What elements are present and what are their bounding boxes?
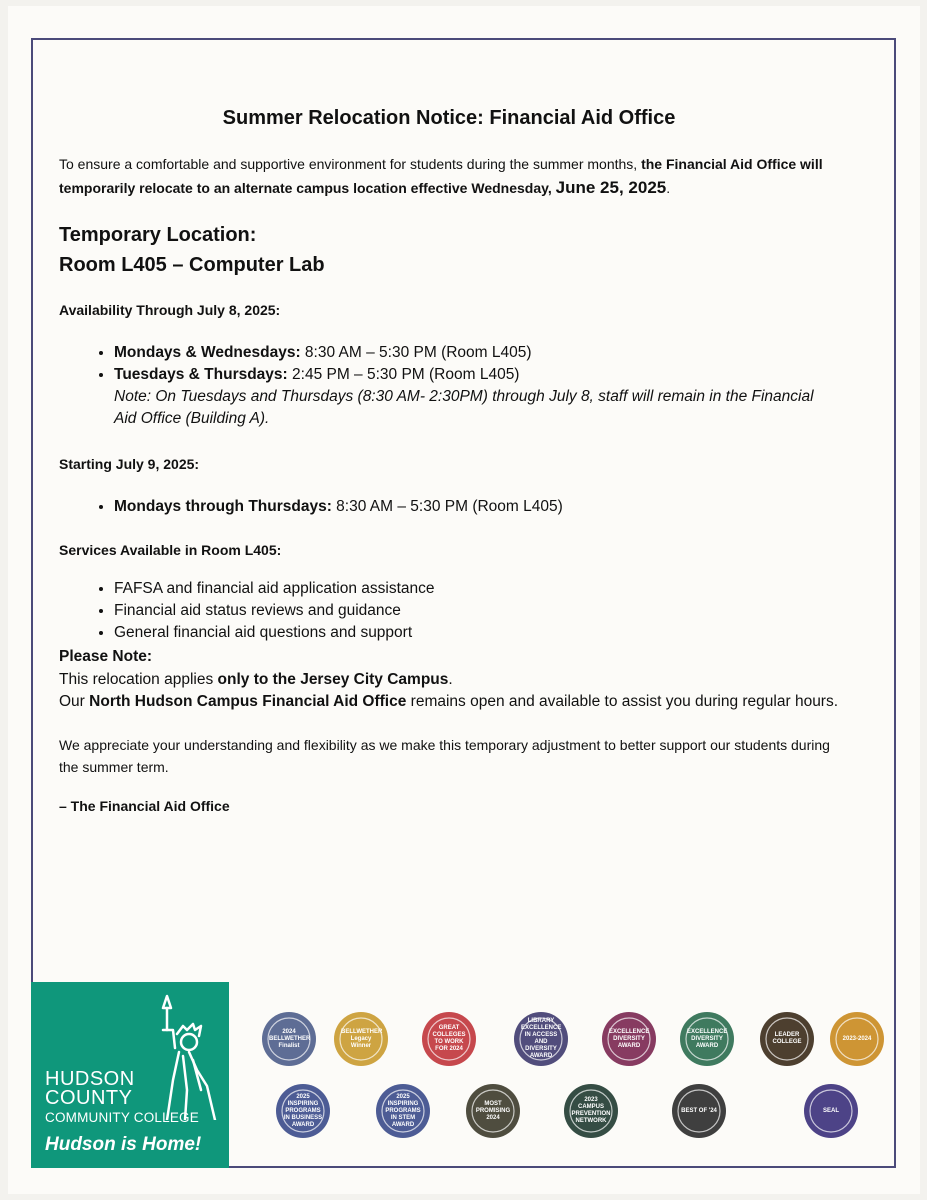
please-text: remains open and available to assist you during regular hours. <box>406 693 839 710</box>
award-badge-icon <box>462 1080 524 1142</box>
please-note-line2 <box>59 691 839 714</box>
schedule-hours: 8:30 AM – 5:30 PM (Room L405) <box>331 498 563 515</box>
award-badge-icon <box>668 1080 730 1142</box>
award-badge-label: EXCELLENCE DIVERSITY AWARD <box>687 1028 728 1049</box>
starting-heading: Starting July 9, 2025: <box>59 456 200 472</box>
intro-bold: the Financial Aid Office will temporarily relocate to an alternate campus location effective Wednesday, <box>59 156 823 196</box>
notice-title: Summer Relocation Notice: Financial Aid Office <box>222 107 676 129</box>
schedule-hours: 2:45 PM – 5:30 PM (Room L405) <box>287 366 520 383</box>
award-badge-icon <box>756 1008 818 1070</box>
award-badge-label: LIBRARY EXCELLENCE IN ACCESS AND DIVERSITY AWARD <box>521 1018 562 1059</box>
award-badge-label: BELLWETHER Legacy Winner <box>341 1028 383 1049</box>
schedule-days: Mondays through Thursdays: <box>114 498 332 515</box>
list-item: • General financial aid questions and support <box>114 622 839 644</box>
intro-end: . <box>666 180 671 196</box>
award-badge-icon <box>598 1008 660 1070</box>
services-heading: Services Available in Room L405: <box>59 542 282 558</box>
award-badge-icon <box>330 1008 392 1070</box>
starting-list <box>59 496 839 518</box>
award-badge-label: MOST PROMISING 2024 <box>475 1100 511 1121</box>
award-badge-label: 2025 INSPIRING PROGRAMS IN STEM AWARD <box>385 1093 421 1128</box>
intro-text: To ensure a comfortable and supportive environment for students during the summer months, <box>59 156 638 172</box>
award-badge-label: BEST OF '24 <box>681 1107 717 1114</box>
temporary-location <box>59 220 839 280</box>
award-badge-icon <box>676 1008 738 1070</box>
award-badge-icon <box>560 1080 622 1142</box>
award-badge-label: EXCELLENCE DIVERSITY AWARD <box>609 1028 650 1049</box>
please-text: Our <box>59 693 90 710</box>
college-logo <box>31 982 229 1168</box>
please-note-line1 <box>59 669 839 692</box>
availability-heading: Availability Through July 8, 2025: <box>59 302 281 318</box>
list-item: • Financial aid status reviews and guidance <box>114 600 839 622</box>
list-item <box>114 496 839 518</box>
logo-tagline: Hudson is Home! <box>45 1134 202 1155</box>
location-room: Room L405 – Computer Lab <box>59 254 325 276</box>
award-badge-label: 2023-2024 <box>842 1035 872 1042</box>
award-badge-icon <box>826 1008 888 1070</box>
please-text: This relocation applies <box>59 670 218 688</box>
list-item: • FAFSA and financial aid application assistance <box>114 578 839 600</box>
services-list <box>59 578 839 644</box>
appreciation-paragraph: We appreciate your understanding and flexibility as we make this temporary adjustment to better support our students during the summer term. <box>59 736 830 775</box>
schedule-days: Tuesdays & Thursdays: <box>114 366 288 383</box>
award-badge-icon <box>272 1080 334 1142</box>
logo-line: COUNTY <box>45 1087 133 1109</box>
notice-content <box>59 104 839 814</box>
location-label: Temporary Location: <box>59 224 257 246</box>
intro-paragraph <box>59 152 839 200</box>
please-bold: North Hudson Campus Financial Aid Office <box>89 693 407 710</box>
please-note-label: Please Note: <box>59 648 153 665</box>
logo-wordmark <box>45 1070 199 1127</box>
list-item <box>114 342 839 364</box>
award-badge-icon <box>510 1008 572 1070</box>
award-badge-icon <box>258 1008 320 1070</box>
signature: – The Financial Aid Office <box>59 797 230 814</box>
logo-line: COMMUNITY COLLEGE <box>45 1110 199 1125</box>
award-badge-label: GREAT COLLEGES TO WORK FOR 2024 <box>432 1025 466 1052</box>
award-badge-label: 2023 CAMPUS PREVENTION NETWORK <box>571 1097 611 1124</box>
schedule-note: Note: On Tuesdays and Thursdays (8:30 AM- 2:30PM) through July 8, staff will remain in the Financial Aid Office (Building A). <box>114 388 814 427</box>
award-badge-label: 2024 BELLWETHER Finalist <box>269 1028 311 1049</box>
logo-line: HUDSON <box>45 1068 135 1090</box>
schedule-days: Mondays & Wednesdays: <box>114 344 301 361</box>
please-text: . <box>448 670 453 688</box>
award-badge-icon <box>372 1080 434 1142</box>
effective-date: June 25, 2025 <box>555 178 667 197</box>
schedule-hours: 8:30 AM – 5:30 PM (Room L405) <box>300 344 532 361</box>
award-badge-icon <box>800 1080 862 1142</box>
award-badge-label: 2025 INSPIRING PROGRAMS IN BUSINESS AWARD <box>283 1093 323 1128</box>
availability-list <box>59 342 839 430</box>
please-note-section <box>59 646 839 714</box>
list-item <box>114 364 839 430</box>
please-bold: only to the Jersey City Campus <box>217 670 449 688</box>
award-badge-label: LEADER COLLEGE <box>772 1032 802 1045</box>
award-badge-icon <box>418 1008 480 1070</box>
award-badge-label: SEAL <box>822 1107 839 1114</box>
